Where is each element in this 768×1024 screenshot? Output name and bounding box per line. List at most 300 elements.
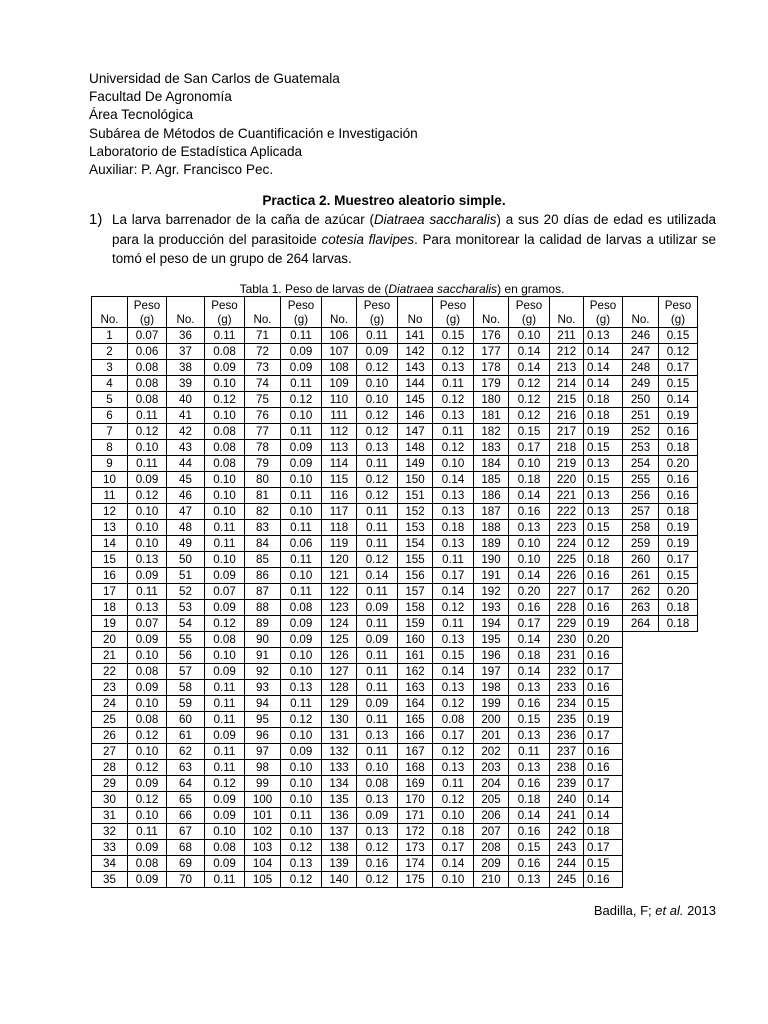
larva-number: 236 <box>550 728 584 744</box>
larva-number: 95 <box>245 712 281 728</box>
larva-number: 30 <box>92 792 128 808</box>
larva-number: 147 <box>398 424 433 440</box>
larva-number: 83 <box>245 520 281 536</box>
empty-cell <box>623 808 659 824</box>
larva-weight: 0.09 <box>357 600 398 616</box>
larva-number: 108 <box>322 360 357 376</box>
larva-weight: 0.10 <box>433 808 474 824</box>
table-row <box>92 776 698 792</box>
larva-number: 255 <box>623 472 659 488</box>
larva-weight: 0.15 <box>433 648 474 664</box>
larva-weight: 0.09 <box>281 632 322 648</box>
larva-number: 106 <box>322 328 357 344</box>
larva-weight: 0.09 <box>205 856 245 872</box>
empty-cell <box>623 776 659 792</box>
larva-weight: 0.10 <box>128 696 167 712</box>
table-row <box>92 536 698 552</box>
larva-number: 175 <box>398 872 433 888</box>
larva-weight: 0.11 <box>357 680 398 696</box>
larva-weight: 0.19 <box>659 408 698 424</box>
larva-weight: 0.13 <box>433 760 474 776</box>
larva-weight: 0.12 <box>433 440 474 456</box>
table-row <box>92 680 698 696</box>
larva-weight: 0.09 <box>205 664 245 680</box>
larva-weight: 0.14 <box>659 392 698 408</box>
larva-weight: 0.10 <box>509 328 550 344</box>
larva-weight: 0.16 <box>509 856 550 872</box>
larva-weight: 0.08 <box>205 632 245 648</box>
larva-weight: 0.09 <box>357 344 398 360</box>
larva-weight: 0.09 <box>281 616 322 632</box>
larva-weight: 0.11 <box>205 680 245 696</box>
larva-number: 148 <box>398 440 433 456</box>
larva-weight: 0.12 <box>357 872 398 888</box>
larva-number: 34 <box>92 856 128 872</box>
larva-weight: 0.14 <box>584 376 623 392</box>
larva-weight: 0.11 <box>357 664 398 680</box>
larva-number: 192 <box>474 584 509 600</box>
larva-number: 196 <box>474 648 509 664</box>
larva-weight: 0.12 <box>357 408 398 424</box>
larva-weight: 0.11 <box>281 696 322 712</box>
larva-number: 122 <box>322 584 357 600</box>
larva-weight: 0.19 <box>584 616 623 632</box>
larva-weight: 0.14 <box>509 664 550 680</box>
larva-number: 75 <box>245 392 281 408</box>
larva-weight: 0.11 <box>357 616 398 632</box>
larva-weight: 0.14 <box>433 584 474 600</box>
larva-number: 237 <box>550 744 584 760</box>
larva-weight: 0.12 <box>433 696 474 712</box>
larva-number: 69 <box>167 856 205 872</box>
table-row <box>92 728 698 744</box>
larva-number: 219 <box>550 456 584 472</box>
larva-weight: 0.10 <box>357 392 398 408</box>
larva-weight: 0.12 <box>281 712 322 728</box>
larva-number: 107 <box>322 344 357 360</box>
larva-number: 245 <box>550 872 584 888</box>
larva-weight: 0.17 <box>659 552 698 568</box>
larva-weight: 0.11 <box>357 328 398 344</box>
header-number: No. <box>92 297 128 328</box>
larva-number: 195 <box>474 632 509 648</box>
larva-weight: 0.16 <box>584 760 623 776</box>
larva-weight: 0.10 <box>281 472 322 488</box>
larva-weight: 0.09 <box>357 632 398 648</box>
larva-weight: 0.10 <box>281 408 322 424</box>
header-weight: Peso (g) <box>128 297 167 328</box>
larva-weight: 0.11 <box>433 376 474 392</box>
larva-weight: 0.10 <box>509 456 550 472</box>
larva-number: 159 <box>398 616 433 632</box>
empty-cell <box>659 712 698 728</box>
larva-number: 143 <box>398 360 433 376</box>
larva-number: 137 <box>322 824 357 840</box>
empty-cell <box>659 648 698 664</box>
larva-number: 42 <box>167 424 205 440</box>
larva-weight: 0.13 <box>128 600 167 616</box>
larva-number: 184 <box>474 456 509 472</box>
empty-cell <box>623 712 659 728</box>
larva-number: 238 <box>550 760 584 776</box>
caption-prefix: Tabla 1. Peso de larvas de ( <box>239 282 389 296</box>
header-number: No. <box>474 297 509 328</box>
larva-weight: 0.10 <box>128 808 167 824</box>
larva-weight: 0.10 <box>281 568 322 584</box>
larva-number: 231 <box>550 648 584 664</box>
larva-number: 96 <box>245 728 281 744</box>
larva-weight: 0.09 <box>128 680 167 696</box>
larva-weight: 0.10 <box>205 504 245 520</box>
larva-number: 221 <box>550 488 584 504</box>
larva-weight: 0.11 <box>281 488 322 504</box>
larva-number: 26 <box>92 728 128 744</box>
question-number: 1) <box>89 211 103 228</box>
table-row <box>92 632 698 648</box>
larva-weight: 0.16 <box>659 424 698 440</box>
larva-number: 249 <box>623 376 659 392</box>
larva-weight: 0.09 <box>205 808 245 824</box>
larva-weight: 0.09 <box>128 568 167 584</box>
larva-number: 217 <box>550 424 584 440</box>
larva-weight: 0.11 <box>357 648 398 664</box>
table-row <box>92 328 698 344</box>
larva-number: 166 <box>398 728 433 744</box>
larva-weight: 0.12 <box>205 392 245 408</box>
larva-number: 178 <box>474 360 509 376</box>
larva-number: 21 <box>92 648 128 664</box>
larva-number: 3 <box>92 360 128 376</box>
larva-weight: 0.09 <box>128 840 167 856</box>
empty-cell <box>623 744 659 760</box>
larva-number: 176 <box>474 328 509 344</box>
larva-weight: 0.12 <box>281 392 322 408</box>
header-line-auxiliary: Auxiliar: P. Agr. Francisco Pec. <box>89 162 274 178</box>
larva-number: 169 <box>398 776 433 792</box>
larva-weight: 0.19 <box>659 536 698 552</box>
larva-number: 17 <box>92 584 128 600</box>
larva-number: 226 <box>550 568 584 584</box>
larva-weight: 0.11 <box>357 504 398 520</box>
larva-number: 66 <box>167 808 205 824</box>
larva-weight: 0.12 <box>433 392 474 408</box>
larva-weight: 0.10 <box>509 536 550 552</box>
larva-weight: 0.11 <box>281 808 322 824</box>
larva-weight: 0.11 <box>281 520 322 536</box>
larva-weight: 0.15 <box>659 376 698 392</box>
larva-number: 199 <box>474 696 509 712</box>
empty-cell <box>623 856 659 872</box>
larva-weight: 0.12 <box>128 728 167 744</box>
larva-number: 144 <box>398 376 433 392</box>
credit-etal: et al. <box>655 903 684 918</box>
larva-number: 243 <box>550 840 584 856</box>
larva-weight: 0.12 <box>357 360 398 376</box>
larva-weight: 0.12 <box>509 408 550 424</box>
larva-weight: 0.19 <box>584 424 623 440</box>
larva-weight: 0.13 <box>584 504 623 520</box>
larva-weight: 0.15 <box>433 328 474 344</box>
larva-weight: 0.15 <box>584 696 623 712</box>
larva-weight: 0.10 <box>281 504 322 520</box>
larva-weight: 0.13 <box>584 488 623 504</box>
larva-weight: 0.12 <box>659 344 698 360</box>
larva-weight: 0.10 <box>205 408 245 424</box>
larva-number: 55 <box>167 632 205 648</box>
larva-weight: 0.09 <box>357 808 398 824</box>
larva-weight: 0.08 <box>128 392 167 408</box>
larva-number: 228 <box>550 600 584 616</box>
larva-weight: 0.14 <box>584 360 623 376</box>
larva-weight: 0.09 <box>128 872 167 888</box>
larva-number: 205 <box>474 792 509 808</box>
larva-number: 86 <box>245 568 281 584</box>
larva-number: 81 <box>245 488 281 504</box>
larva-weight: 0.13 <box>281 680 322 696</box>
larva-number: 171 <box>398 808 433 824</box>
larva-number: 203 <box>474 760 509 776</box>
larva-number: 201 <box>474 728 509 744</box>
larva-number: 188 <box>474 520 509 536</box>
larva-number: 181 <box>474 408 509 424</box>
larva-number: 94 <box>245 696 281 712</box>
larva-weight: 0.06 <box>128 344 167 360</box>
larva-weight: 0.15 <box>659 328 698 344</box>
larva-weight: 0.18 <box>659 440 698 456</box>
larva-number: 174 <box>398 856 433 872</box>
larva-number: 157 <box>398 584 433 600</box>
larva-weight: 0.10 <box>281 648 322 664</box>
larva-number: 254 <box>623 456 659 472</box>
larva-number: 36 <box>167 328 205 344</box>
larva-number: 151 <box>398 488 433 504</box>
larva-number: 165 <box>398 712 433 728</box>
larva-number: 73 <box>245 360 281 376</box>
empty-cell <box>659 776 698 792</box>
larva-weight: 0.07 <box>205 584 245 600</box>
empty-cell <box>623 680 659 696</box>
larva-weight: 0.09 <box>128 632 167 648</box>
credit-author: Badilla, F; <box>593 903 656 918</box>
larva-number: 248 <box>623 360 659 376</box>
larva-weight: 0.15 <box>509 712 550 728</box>
larva-number: 77 <box>245 424 281 440</box>
larva-weight: 0.08 <box>205 840 245 856</box>
larva-weight: 0.16 <box>584 568 623 584</box>
larva-number: 235 <box>550 712 584 728</box>
larva-weight: 0.13 <box>509 520 550 536</box>
larva-number: 72 <box>245 344 281 360</box>
header-weight: Peso (g) <box>357 297 398 328</box>
header-number: No. <box>623 297 659 328</box>
larva-weight: 0.16 <box>659 472 698 488</box>
larva-weight: 0.15 <box>659 568 698 584</box>
larva-number: 130 <box>322 712 357 728</box>
larva-weight: 0.09 <box>205 792 245 808</box>
larva-weight: 0.18 <box>584 392 623 408</box>
larva-number: 25 <box>92 712 128 728</box>
larva-weight: 0.18 <box>584 552 623 568</box>
larva-number: 45 <box>167 472 205 488</box>
empty-cell <box>659 856 698 872</box>
larva-number: 65 <box>167 792 205 808</box>
larva-number: 172 <box>398 824 433 840</box>
larva-weight: 0.15 <box>584 520 623 536</box>
larva-weight: 0.13 <box>357 824 398 840</box>
larva-number: 186 <box>474 488 509 504</box>
larva-weight: 0.09 <box>128 776 167 792</box>
header-line-subarea: Subárea de Métodos de Cuantificación e Investigación <box>89 125 418 141</box>
table-row <box>92 440 698 456</box>
empty-cell <box>623 632 659 648</box>
larva-number: 123 <box>322 600 357 616</box>
table-row <box>92 408 698 424</box>
larva-weight: 0.09 <box>205 360 245 376</box>
larva-number: 33 <box>92 840 128 856</box>
larva-weight: 0.09 <box>281 360 322 376</box>
larva-number: 242 <box>550 824 584 840</box>
larva-weight: 0.10 <box>509 552 550 568</box>
larva-weight: 0.16 <box>584 600 623 616</box>
larva-number: 32 <box>92 824 128 840</box>
larva-weight: 0.12 <box>281 840 322 856</box>
larva-weight: 0.11 <box>128 824 167 840</box>
table-row <box>92 600 698 616</box>
larva-number: 240 <box>550 792 584 808</box>
larva-number: 51 <box>167 568 205 584</box>
empty-cell <box>623 824 659 840</box>
empty-cell <box>623 760 659 776</box>
larva-number: 164 <box>398 696 433 712</box>
larva-weight: 0.09 <box>205 728 245 744</box>
larva-number: 70 <box>167 872 205 888</box>
larva-number: 209 <box>474 856 509 872</box>
larva-number: 183 <box>474 440 509 456</box>
larva-number: 13 <box>92 520 128 536</box>
larva-number: 103 <box>245 840 281 856</box>
larva-weight: 0.14 <box>509 344 550 360</box>
larva-number: 140 <box>322 872 357 888</box>
document-header <box>89 70 418 179</box>
question-text-b: ) a sus 20 días de edad es utilizada para la producción del parasitoide <box>112 212 717 247</box>
larva-weight: 0.10 <box>128 648 167 664</box>
larva-number: 90 <box>245 632 281 648</box>
larva-number: 91 <box>245 648 281 664</box>
larva-number: 115 <box>322 472 357 488</box>
larva-number: 258 <box>623 520 659 536</box>
larva-number: 135 <box>322 792 357 808</box>
larva-number: 43 <box>167 440 205 456</box>
larva-weight: 0.09 <box>205 600 245 616</box>
larva-weight: 0.08 <box>357 776 398 792</box>
larva-weight: 0.10 <box>205 552 245 568</box>
larva-number: 87 <box>245 584 281 600</box>
larva-weight: 0.06 <box>281 536 322 552</box>
table-row <box>92 376 698 392</box>
larva-number: 62 <box>167 744 205 760</box>
larva-number: 253 <box>623 440 659 456</box>
table-body <box>92 297 698 888</box>
larva-weight: 0.13 <box>433 504 474 520</box>
header-line-faculty: Facultad De Agronomía <box>89 89 232 105</box>
larva-weight: 0.07 <box>128 328 167 344</box>
larva-weight: 0.12 <box>205 616 245 632</box>
larva-weight: 0.17 <box>509 616 550 632</box>
larva-number: 9 <box>92 456 128 472</box>
larva-number: 54 <box>167 616 205 632</box>
larva-weight: 0.20 <box>659 584 698 600</box>
larva-weight: 0.14 <box>584 808 623 824</box>
larva-weight: 0.09 <box>205 568 245 584</box>
larva-number: 136 <box>322 808 357 824</box>
larva-weight: 0.18 <box>584 824 623 840</box>
larva-number: 191 <box>474 568 509 584</box>
larva-weight: 0.19 <box>659 520 698 536</box>
larva-number: 194 <box>474 616 509 632</box>
larva-weight: 0.17 <box>584 584 623 600</box>
larva-number: 161 <box>398 648 433 664</box>
larva-weight: 0.11 <box>281 424 322 440</box>
larva-number: 250 <box>623 392 659 408</box>
larva-number: 38 <box>167 360 205 376</box>
larva-number: 252 <box>623 424 659 440</box>
larva-number: 85 <box>245 552 281 568</box>
larva-number: 102 <box>245 824 281 840</box>
larva-number: 247 <box>623 344 659 360</box>
larva-weight: 0.18 <box>659 616 698 632</box>
larva-weight: 0.13 <box>433 632 474 648</box>
larva-number: 251 <box>623 408 659 424</box>
larva-number: 210 <box>474 872 509 888</box>
header-weight: Peso (g) <box>281 297 322 328</box>
table-row <box>92 696 698 712</box>
larva-number: 71 <box>245 328 281 344</box>
larva-number: 98 <box>245 760 281 776</box>
larva-number: 167 <box>398 744 433 760</box>
larva-number: 74 <box>245 376 281 392</box>
larva-number: 1 <box>92 328 128 344</box>
larva-weight: 0.11 <box>357 712 398 728</box>
larva-number: 139 <box>322 856 357 872</box>
larva-weight: 0.16 <box>584 744 623 760</box>
larva-weight: 0.17 <box>433 568 474 584</box>
larva-number: 92 <box>245 664 281 680</box>
larva-number: 58 <box>167 680 205 696</box>
larva-weight: 0.10 <box>128 520 167 536</box>
larva-weight: 0.18 <box>659 504 698 520</box>
larva-number: 44 <box>167 456 205 472</box>
table-row <box>92 552 698 568</box>
larva-number: 220 <box>550 472 584 488</box>
larva-number: 113 <box>322 440 357 456</box>
larva-number: 141 <box>398 328 433 344</box>
larva-weight: 0.11 <box>357 520 398 536</box>
empty-cell <box>659 792 698 808</box>
header-number: No. <box>245 297 281 328</box>
larva-number: 193 <box>474 600 509 616</box>
larva-number: 97 <box>245 744 281 760</box>
larva-weight: 0.16 <box>584 648 623 664</box>
header-line-university: Universidad de San Carlos de Guatemala <box>89 71 340 86</box>
larva-number: 24 <box>92 696 128 712</box>
empty-cell <box>623 792 659 808</box>
larva-number: 105 <box>245 872 281 888</box>
larva-weight: 0.11 <box>205 520 245 536</box>
header-weight: Peso (g) <box>433 297 474 328</box>
larva-number: 239 <box>550 776 584 792</box>
larva-number: 52 <box>167 584 205 600</box>
larva-number: 125 <box>322 632 357 648</box>
